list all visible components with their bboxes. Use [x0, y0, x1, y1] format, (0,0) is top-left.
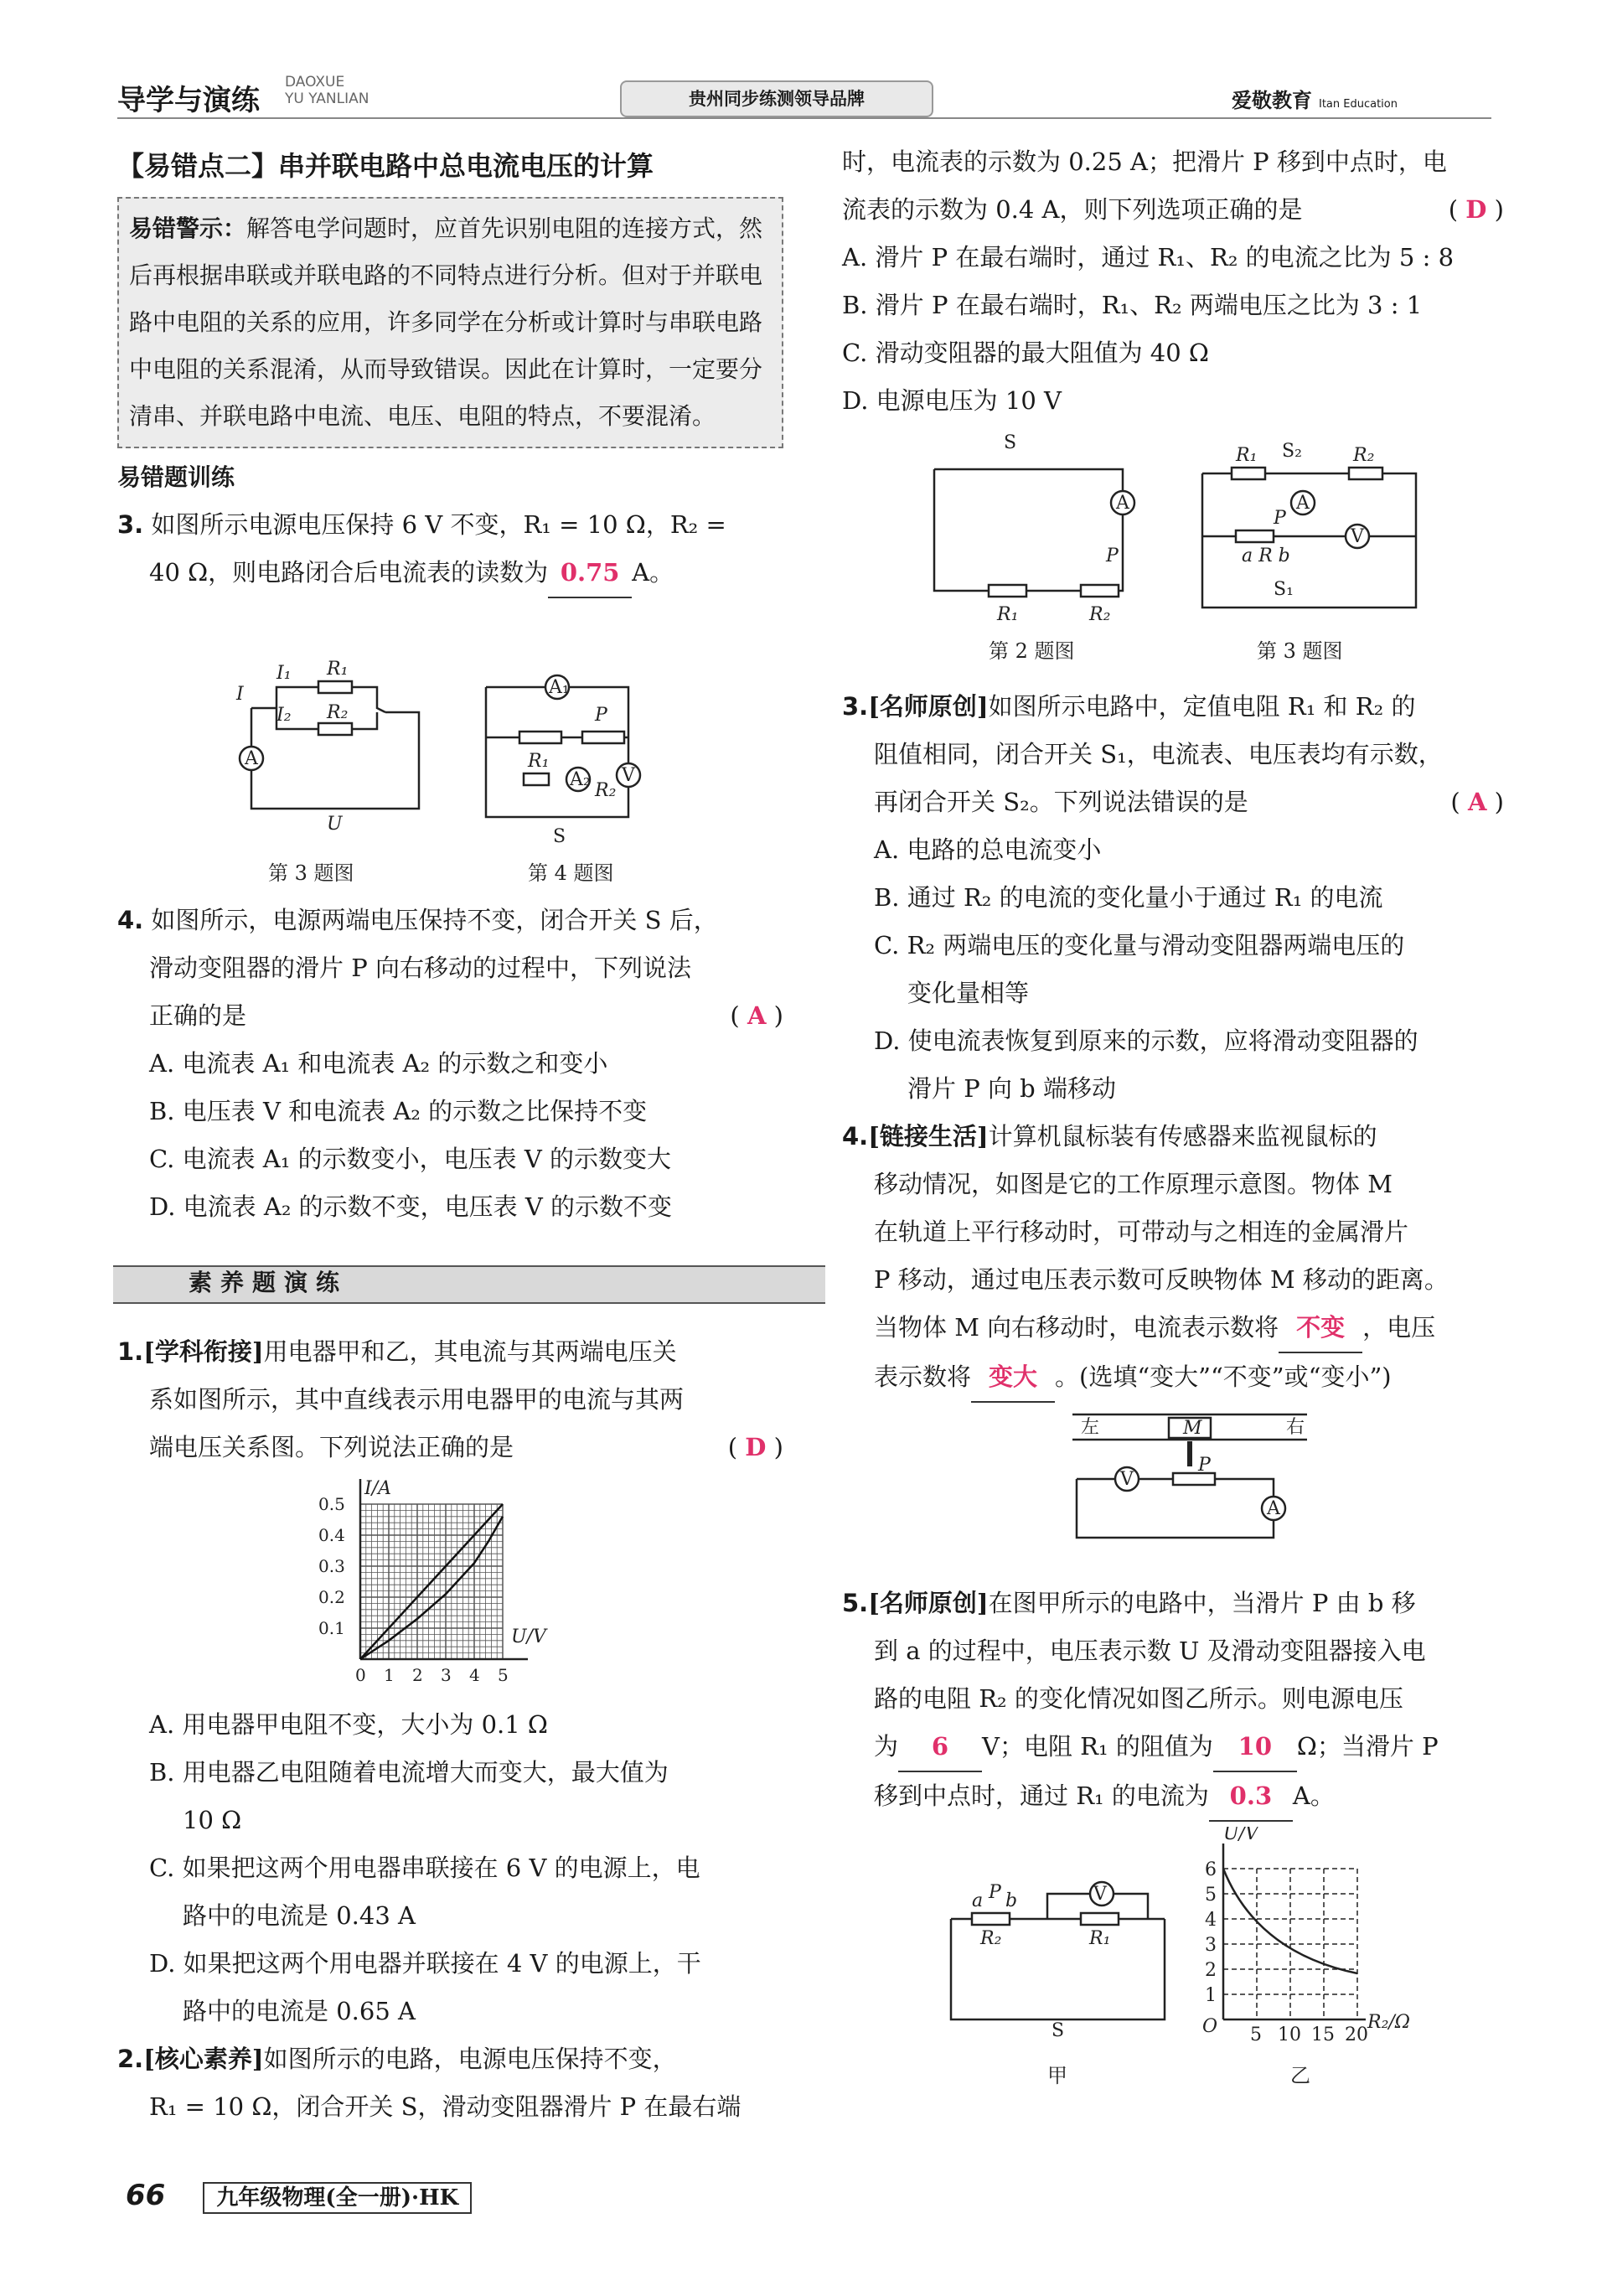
svg-text:a R b: a R b: [1242, 546, 1290, 566]
y-tick-label: 0.4: [318, 1525, 345, 1545]
svg-text:R₂: R₂: [595, 780, 617, 801]
ammeter-label: A: [245, 748, 258, 769]
q2-option-a: A. 滑片 P 在最右端时，通过 R₁、R₂ 的电流之比为 5 : 8: [842, 243, 1455, 271]
suyang-banner: [113, 1257, 825, 1307]
svg-text:S: S: [1052, 2020, 1065, 2041]
svg-text:右: 右: [1286, 1417, 1305, 1438]
mouse-sensor-circuit: [1064, 1408, 1315, 1575]
section-title: 【易错点二】串并联电路中总电流电压的计算: [117, 150, 654, 182]
svg-text:10: 10: [1278, 2025, 1301, 2045]
svg-text:V: V: [622, 765, 635, 786]
svg-text:R₁: R₁: [1089, 1928, 1111, 1949]
footer: [126, 2179, 472, 2212]
fig-2-3-circuits: [913, 427, 1449, 679]
svg-text:A: A: [1296, 493, 1310, 514]
q2-option-d: D. 电源电压为 10 V: [842, 386, 1062, 415]
svg-text:R₁: R₁: [1236, 445, 1258, 466]
q3r-option-c: C. R₂ 两端电压的变化量与滑动变阻器两端电压的: [874, 931, 1405, 959]
svg-text:2: 2: [1205, 1960, 1217, 1981]
svg-text:a: a: [972, 1890, 984, 1911]
svg-text:15: 15: [1311, 2025, 1335, 2045]
q1-option-c: C. 如果把这两个用电器串联接在 6 V 的电源上，电: [149, 1854, 700, 1882]
page-number: 66: [126, 2179, 166, 2212]
svg-text:5: 5: [1250, 2025, 1262, 2045]
x-tick-label: 2: [412, 1665, 423, 1685]
series-line-乙: [360, 1517, 503, 1659]
svg-text:6: 6: [1205, 1859, 1217, 1880]
left-q1: 1.[学科衔接]用电器甲和乙，其电流与其两端电压关 系如图所示，其中直线表示用电器甲的电流与其两 端电压关系图。下列说法正确的是 ( D ): [117, 1337, 783, 1461]
q4-answer: A: [747, 1001, 767, 1030]
q4r-answer2: 变大: [971, 1353, 1055, 1403]
svg-text:P: P: [1106, 546, 1119, 566]
warning-box: [117, 197, 783, 448]
q3-answer: 0.75: [548, 549, 632, 598]
svg-text:P: P: [1274, 508, 1286, 529]
fig-3-4-circuits: [226, 641, 695, 884]
svg-text:R₂: R₂: [1089, 604, 1111, 625]
q3-line1: 3. 如图所示电源电压保持 6 V 不变，R₁ = 10 Ω，R₂ =: [117, 510, 726, 539]
left-q4: 4. 如图所示，电源两端电压保持不变，闭合开关 S 后， 滑动变阻器的滑片 P 向右移动的过程中，下列说法 正确的是 ( A ) A. 电流表 A₁ 和电流表 A₂ 的示数之和变小 B. 电压表 V 和电流表 A₂ 的示数之比保持不变 C. 电流表 A₁ 的示数变小，电压表 V 的示数变大 D. 电流表 A₂ 的示数不变，电压表 V 的示数不变: [117, 897, 783, 1231]
q3r-answer: A: [1467, 788, 1487, 816]
svg-text:R₂/Ω: R₂/Ω: [1367, 2012, 1411, 2033]
q3r-option-a: A. 电路的总电流变小: [874, 835, 1102, 864]
x-tick-label: 5: [498, 1665, 509, 1685]
q3-line2: 40 Ω，则电路闭合后电流表的读数为 0.75 A。: [117, 549, 783, 598]
svg-text:U: U: [327, 814, 343, 835]
svg-text:R₁: R₁: [528, 751, 550, 772]
fig2-caption: 第 2 题图: [989, 639, 1075, 663]
right-q5: 5.[名师原创]在图甲所示的电路中，当滑片 P 由 b 移 到 a 的过程中，电压表示数 U 及滑动变阻器接入电 路的电阻 R₂ 的变化情况如图乙所示。则电源电压 为 6 V；电阻 R₁ 的阻值为 10 Ω；当滑片 P 移到中点时，通过 R₁ 的电流为 0.3 A。: [842, 1580, 1504, 1822]
svg-text:R₂: R₂: [980, 1928, 1002, 1949]
svg-text:S₁: S₁: [1274, 579, 1294, 600]
q4-option-a: A. 电流表 A₁ 和电流表 A₂ 的示数之和变小: [149, 1049, 608, 1078]
book-title: 九年级物理(全一册)·HK: [203, 2182, 472, 2214]
svg-text:20: 20: [1345, 2025, 1368, 2045]
y-axis-label: I/A: [364, 1478, 391, 1499]
q5-answer1: 6: [898, 1723, 982, 1772]
q5-answer2: 10: [1213, 1723, 1297, 1772]
q1-option-d: D. 如果把这两个用电器并联接在 4 V 的电源上，干: [149, 1949, 701, 1978]
fig-jia-caption: 甲: [1047, 2064, 1067, 2087]
q2-option-b: B. 滑片 P 在最右端时，R₁、R₂ 两端电压之比为 3 : 1: [842, 291, 1423, 319]
svg-text:5: 5: [1205, 1885, 1217, 1906]
svg-text:R₂: R₂: [1353, 445, 1375, 466]
svg-text:A₂: A₂: [570, 769, 591, 790]
q5-figures: [938, 1827, 1441, 2095]
svg-text:R₁: R₁: [997, 604, 1019, 625]
svg-text:R₁: R₁: [327, 659, 349, 680]
svg-text:V: V: [1120, 1469, 1134, 1490]
x-tick-label: 3: [441, 1665, 452, 1685]
svg-text:左: 左: [1081, 1417, 1100, 1438]
svg-text:S: S: [553, 826, 566, 847]
series-line-甲: [360, 1504, 503, 1659]
svg-text:P: P: [1198, 1455, 1211, 1476]
warning-text: 解答电学问题时，应首先识别电阻的连接方式，然后再根据串联或并联电路的不同特点进行分析。但对于并联电路中电阻的关系的应用，许多同学在分析或计算时与串联电路中电阻的关系混淆，从而导致错误。因此在计算时，一定要分清串、并联电路中电流、电压、电阻的特点，不要混淆。: [129, 215, 763, 430]
q4-option-b: B. 电压表 V 和电流表 A₂ 的示数之比保持不变: [149, 1097, 648, 1125]
svg-text:b: b: [1005, 1890, 1018, 1911]
x-tick-label: 0: [355, 1665, 366, 1685]
svg-text:U/V: U/V: [1223, 1827, 1258, 1844]
svg-text:O: O: [1202, 2016, 1218, 2037]
x-axis-label: U/V: [511, 1626, 546, 1647]
svg-text:3: 3: [1205, 1935, 1217, 1956]
y-tick-label: 0.1: [318, 1618, 345, 1638]
svg-text:A₁: A₁: [549, 677, 570, 698]
svg-text:A: A: [1267, 1498, 1280, 1519]
left-column: [117, 142, 783, 598]
right-q2-cont: 时，电流表的示数为 0.25 A；把滑片 P 移到中点时，电 流表的示数为 0.4 A，则下列选项正确的是 ( D ) A. 滑片 P 在最右端时，通过 R₁、R₂ 的电流之比为 5 : 8 B. 滑片 P 在最右端时，R₁、R₂ 两端电压之比为 3 : 1 C. 滑动变阻器的最大阻值为 40 Ω D. 电源电压为 10 V: [842, 138, 1504, 425]
header-rule: [117, 117, 1491, 119]
q2-option-c: C. 滑动变阻器的最大阻值为 40 Ω: [842, 339, 1209, 367]
y-tick-label: 0.5: [318, 1494, 345, 1514]
left-q1-options: A. 用电器甲电阻不变，大小为 0.1 Ω B. 用电器乙电阻随着电流增大而变大，最大值为 10 Ω C. 如果把这两个用电器串联接在 6 V 的电源上，电 路中的电流是 0.43 A D. 如果把这两个用电器并联接在 4 V 的电源上，干 路中的电流是 0.65 A 2.[核心素养]如图所示的电路，电源电压保持不变， R₁ = 10 Ω，闭合开关 S，滑动变阻器滑片 P 在最右端: [117, 1701, 783, 2131]
q3r-option-d: D. 使电流表恢复到原来的示数，应将滑动变阻器的: [874, 1026, 1418, 1055]
svg-text:A: A: [1116, 493, 1129, 514]
iv-chart: [310, 1475, 586, 1701]
q4-option-c: C. 电流表 A₁ 的示数变小，电压表 V 的示数变大: [149, 1145, 671, 1173]
q2-answer: D: [1465, 195, 1487, 224]
q1-option-b: B. 用电器乙电阻随着电流增大而变大，最大值为: [149, 1758, 669, 1787]
q1-answer: D: [745, 1433, 767, 1461]
svg-text:M: M: [1183, 1418, 1202, 1439]
fig3-caption: 第 3 题图: [268, 861, 354, 884]
train-title: 易错题训练: [117, 463, 235, 491]
svg-text:I₂: I₂: [276, 705, 292, 726]
q1-option-a: A. 用电器甲电阻不变，大小为 0.1 Ω: [149, 1710, 548, 1739]
svg-text:P: P: [595, 705, 607, 726]
header-banner: 贵州同步练测领导品牌: [620, 80, 933, 117]
q4r-answer1: 不变: [1279, 1304, 1362, 1353]
warning-label: 易错警示：: [129, 215, 247, 242]
header-pinyin: DAOXUE YU YANLIAN: [285, 74, 369, 107]
q4-option-d: D. 电流表 A₂ 的示数不变，电压表 V 的示数不变: [149, 1192, 673, 1221]
y-tick-label: 0.3: [318, 1556, 345, 1576]
q5-answer3: 0.3: [1209, 1772, 1293, 1822]
fig3r-caption: 第 3 题图: [1257, 639, 1343, 663]
svg-text:R₂: R₂: [327, 702, 349, 723]
fig-yi-caption: 乙: [1290, 2064, 1310, 2087]
q3r-option-b: B. 通过 R₂ 的电流的变化量小于通过 R₁ 的电流: [874, 883, 1383, 912]
right-q3: 3.[名师原创]如图所示电路中，定值电阻 R₁ 和 R₂ 的 阻值相同，闭合开关 S₁，电流表、电压表均有示数， 再闭合开关 S₂。下列说法错误的是 ( A ) A. 电路的总电流变小 B. 通过 R₂ 的电流的变化量小于通过 R₁ 的电流 C. R₂ 两端电压的变化量与滑动变阻器两端电压的 变化量相等 D. 使电流表恢复到原来的示数，应将滑动变阻器的 滑片 P 向 b 端移动 4.[链接生活]计算机鼠标装有传感器来监视鼠标的 移动情况，如图是它的工作原理示意图。物体 M 在轨道上平行移动时，可带动与之相连的金属滑片 P 移动，通过电压表示数可反映物体 M 移动的距离。 当物体 M 向右移动时，电流表示数将 不变 ，电压 表示数将 变大 。(选填“变大”“不变”或“变小”): [842, 683, 1504, 1403]
x-tick-label: 4: [469, 1665, 480, 1685]
svg-text:V: V: [1093, 1884, 1107, 1905]
svg-text:I₁: I₁: [276, 663, 292, 684]
suyang-title: 素养题演练: [189, 1269, 349, 1296]
y-tick-label: 0.2: [318, 1587, 345, 1607]
svg-text:I: I: [236, 684, 244, 705]
svg-text:1: 1: [1205, 1985, 1217, 2006]
svg-text:S: S: [1004, 432, 1017, 453]
x-tick-label: 1: [384, 1665, 395, 1685]
svg-text:4: 4: [1205, 1910, 1217, 1931]
svg-text:P: P: [989, 1882, 1001, 1903]
svg-text:S₂: S₂: [1282, 441, 1302, 462]
header-title: 导学与演练: [117, 84, 260, 117]
fig4-caption: 第 4 题图: [528, 861, 614, 884]
svg-text:V: V: [1351, 526, 1364, 547]
brand-logo: 爱敬教育 Itan Education: [1232, 89, 1398, 112]
